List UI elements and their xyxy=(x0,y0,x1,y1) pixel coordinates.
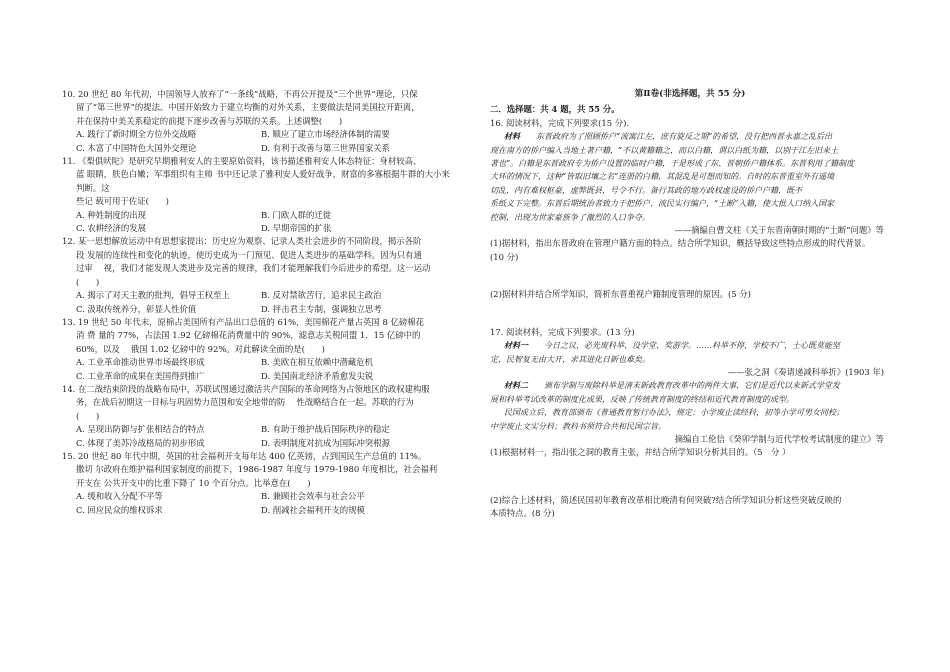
q17-subquestion-1: (1)根据材料一，指出张之洞的教育主张，并结合所学知识分析其目的。（5 分 ） xyxy=(490,447,791,458)
q16-subquestion-1: (1)据材料，指出东晋政府在管理户籍方面的特点。结合所学知识，概括导致这些特点形成的时代背景。 xyxy=(490,238,871,249)
question-16 xyxy=(490,117,890,302)
q11-option-a: A. 种姓制度的出现 xyxy=(76,209,146,220)
q11-option-c: C. 农耕经济的发展 xyxy=(76,223,147,234)
right-column xyxy=(490,88,890,521)
q12-option-d: D. 抨击君主专制，强调独立思考 xyxy=(261,303,382,314)
q16-subquestion-2: (2)据材料并结合所学知识，简析东晋重视户籍制度管理的原因。(5 分) xyxy=(490,289,751,300)
q11-option-b: B. 门欧人群的迁徙 xyxy=(261,209,332,220)
question-11 xyxy=(62,155,450,235)
q15-stem-3: 开支在 公共开支中的比重下降了 10 个百分点。比举意在( ) xyxy=(76,477,311,488)
q12-stem-2: 段 发展的连续性和变化的轨迹，使历史成为一门预见、促进人类进步的基础学科。因为只有通 xyxy=(76,249,423,260)
q17-subquestion-2-line-2: 本质特点。(8 分) xyxy=(490,508,555,519)
question-13 xyxy=(62,316,450,383)
q17-source-1: ——张之洞《奏请递减科举折》(1903 年) xyxy=(727,366,884,377)
q10-option-c: C. 木富了中国特色大国外交理论 xyxy=(76,142,197,153)
q16-material-line-3: 著也”。白籍是东晋政府专为侨户设置的临时户籍，于是形成了东、晋朝侨户籍体系。东晋利用了籍制度 xyxy=(490,159,855,169)
q14-stem-2: 务，在战后初期这一目标与巩固势力范围和安全地带的防 性战略结合在一起。苏联的行为 xyxy=(76,397,414,408)
q11-option-d: D. 早期帝国的扩张 xyxy=(261,223,332,234)
q12-option-b: B. 反对禁欲苦行，追求民主政治 xyxy=(261,290,382,301)
q14-option-a: A. 呈现出防御与扩张相结合的特点 xyxy=(76,424,205,435)
q10-stem-2: 留了“第三世界”的提法。中国开始致力于建立均衡的对外关系，主要做法是同美国拉开距离， xyxy=(76,102,420,113)
q16-subquestion-1-score: (10 分) xyxy=(490,251,519,262)
q15-option-b: B. 兼顾社会效率与社会公平 xyxy=(261,491,365,502)
q10-stem-1: 10. 20 世纪 80 年代初，中国领导人放弃了“一条线”战略，不再公开提及“三个世界”理论，只保 xyxy=(62,89,418,99)
question-12 xyxy=(62,235,450,315)
q13-stem-2: 消 费 量的 77%，占法国 1.92 亿磅棉花消费量中的 90%，滤意志关税同盟 1．15 亿磅中的 xyxy=(76,330,421,341)
q14-option-d: D. 表明制度对抗成为国际冲突根源 xyxy=(261,437,390,448)
q17-material-2-line-4: 中学废止文实分科；教科书须符合共和民国宗旨。 xyxy=(490,421,666,431)
q11-stem-2: 蓝 眼睛，肤色白嫩；军事组织有主帅 书中还记录了雅利安人爱好战争，财富的多寡根据牛群的大小来判断。这 xyxy=(76,169,450,193)
q16-intro: 16. 阅读材料，完成下列要求(15 分)． xyxy=(490,117,635,128)
q13-option-c: C. 工业革命的成果在美国得到推广 xyxy=(76,370,205,381)
q17-material-1-line-2: 定，民智复无由大开，求其进化日新也难矣。 xyxy=(490,354,650,364)
q15-stem-2: 撒切 尔政府在维护福利国家制度的前提下，1986-1987 年度与 1979-1980 年度相比，社会福利 xyxy=(76,464,438,475)
q16-material-line-7: 控制，出现为世家豪族争了激烈的人口争夺。 xyxy=(490,212,650,222)
q10-option-a: A. 践行了新时期全方位外交战略 xyxy=(76,129,197,140)
q14-option-c: C. 体现了美苏冷战格局的初步形成 xyxy=(76,437,205,448)
q15-stem-1: 15. 20 世纪 80 年代中期，英国的社会福利开支每年达 400 亿英镑，占到国民生产总值的 11%。 xyxy=(62,450,427,461)
q13-option-b: B. 美欧在相互依赖中潜藏危机 xyxy=(261,357,373,368)
q14-stem-1: 14. 在二战结束阶段的战略布局中，苏联试图通过激活共产国际的革命网络为占领地区的政权建构服 xyxy=(62,383,430,394)
question-10 xyxy=(62,88,450,155)
q10-stem-3: 并在保持中美关系稳定的前提下逐步改善与苏联的关系。上述调整( ) xyxy=(76,115,343,126)
q16-source: ——摘编自曹文柱《关于东晋南朝时期的“土断”问题》等 xyxy=(674,225,884,236)
q17-subquestion-2-line-1: (2)综合上述材料，简述民国初年教育改革相比晚清有何突破?结合所学知识分析这些突破反映的 xyxy=(490,494,842,505)
q13-option-a: A. 工业革命推动世界市场最终形成 xyxy=(76,357,205,368)
q17-intro: 17. 阅读材料，完成下列要求。(13 分) xyxy=(490,326,635,337)
q14-stem-3: ( ) xyxy=(76,410,100,421)
q15-option-c: C. 回应民众的维权诉求 xyxy=(76,504,163,515)
q12-stem-1: 12. 某一思想解放运动中有思想家提出：历史应为观察、记录人类社会进步的不同阶段，揭示各阶 xyxy=(62,236,422,247)
q17-material-2-line-2: 展和科举考试改革的制度化成果，反映了传统教育制度的终结和近代教育制度的成型。 xyxy=(490,394,794,404)
left-column xyxy=(62,88,450,517)
q17-material-2-line-1: 颁布学制与废除科举是清末新政教育改革中的两件大事，它们是近代以来新式学堂发 xyxy=(544,381,840,391)
q15-option-d: D. 削减社会福利开支的规模 xyxy=(261,504,365,515)
q16-material-line-1: 东晋政府为了照顾侨户“流寓江左，庶有旋反之期”的希望，没有把西晋永嘉之乱后出 xyxy=(536,132,833,142)
q11-stem-3: 些记 载可用于佐证( ) xyxy=(76,196,169,207)
q12-option-c: C. 汲取传统养分，彰显人性价值 xyxy=(76,303,197,314)
q17-material-2-label: 材料二 xyxy=(504,380,528,391)
section-title: 第Ⅱ卷(非选择题，共 55 分) xyxy=(634,89,746,99)
q15-option-a: A. 缓和收入分配不平等 xyxy=(76,491,163,502)
q17-material-2-line-3: 民国成立后，教育部颁布《普通教育暂行办法》，规定：小学废止读经科，初等小学可男女同校； xyxy=(504,408,844,418)
q16-material-line-6: 系纸义下完整。东晋后期统治者致力于把侨户、流民实行编户，“土断”入籍，使大批人口纳入国家 xyxy=(490,199,835,209)
q16-material-line-5: 切乱，内有难权枢豪，虚弊既县，号令不行。备行其政的地方政权虚设的侨户户籍，既不 xyxy=(490,185,802,195)
q10-option-d: D. 有利于改善与第三世界国家关系 xyxy=(261,142,390,153)
q17-source-2: 摘编自工伦信《癸卯学制与近代学校考试制度的建立》等 xyxy=(674,433,884,444)
section-subtitle: 二．选择题：共 4 题，共 55 分。 xyxy=(490,104,620,115)
question-15 xyxy=(62,450,450,517)
q14-option-b: B. 有助于维护战后国际秩序的稳定 xyxy=(261,424,390,435)
q16-material-line-4: 大环的情况下，这种“皆取旧壤之名”连册的白籍，其混乱是可想而知的。自时的东晋重室外有遥境 xyxy=(490,172,835,182)
q10-option-b: B. 顺应了建立市场经济体制的需要 xyxy=(261,129,390,140)
q12-stem-3: 过审 视，我们才能发现人类进步及完善的规律，我们才能理解我们今后进步的希望。这一运动( ) xyxy=(76,263,431,287)
q16-material-label: 材料 xyxy=(504,131,520,142)
question-17 xyxy=(490,326,890,521)
q16-material-line-2: 现在南方的侨户编入当地土著户籍，“不以黄籍籍之，而以白籍，谓以白纸为籍，以别于江左旧来土 xyxy=(490,145,839,155)
q11-stem-1: 11. 《梨俱吠陀》是研究早期雅利安人的主要原始资料，该书描述雅利安人体态特征：身材较高、 xyxy=(62,156,422,167)
q17-material-1-line-1: 今日之议，必先废科举、设学堂、奖游学。……科举不停，学校不广，士心既莫能坚 xyxy=(544,341,840,351)
q17-material-1-label: 材料一 xyxy=(504,340,528,351)
q12-option-a: A. 揭示了对天主教的批判，倡导王权至上 xyxy=(76,290,230,301)
question-14 xyxy=(62,383,450,450)
q13-stem-1: 13. 19 世纪 50 年代末，原棉占美国所有产品出口总值的 61%，美国棉花产量占英国 8 亿磅棉花 xyxy=(62,316,424,327)
q13-stem-3: 60%，以及 俄国 1.02 亿磅中的 92%。对此解读全面的是( ) xyxy=(76,343,325,354)
q13-option-d: D. 美国南北经济矛盾愈发尖锐 xyxy=(261,370,374,381)
